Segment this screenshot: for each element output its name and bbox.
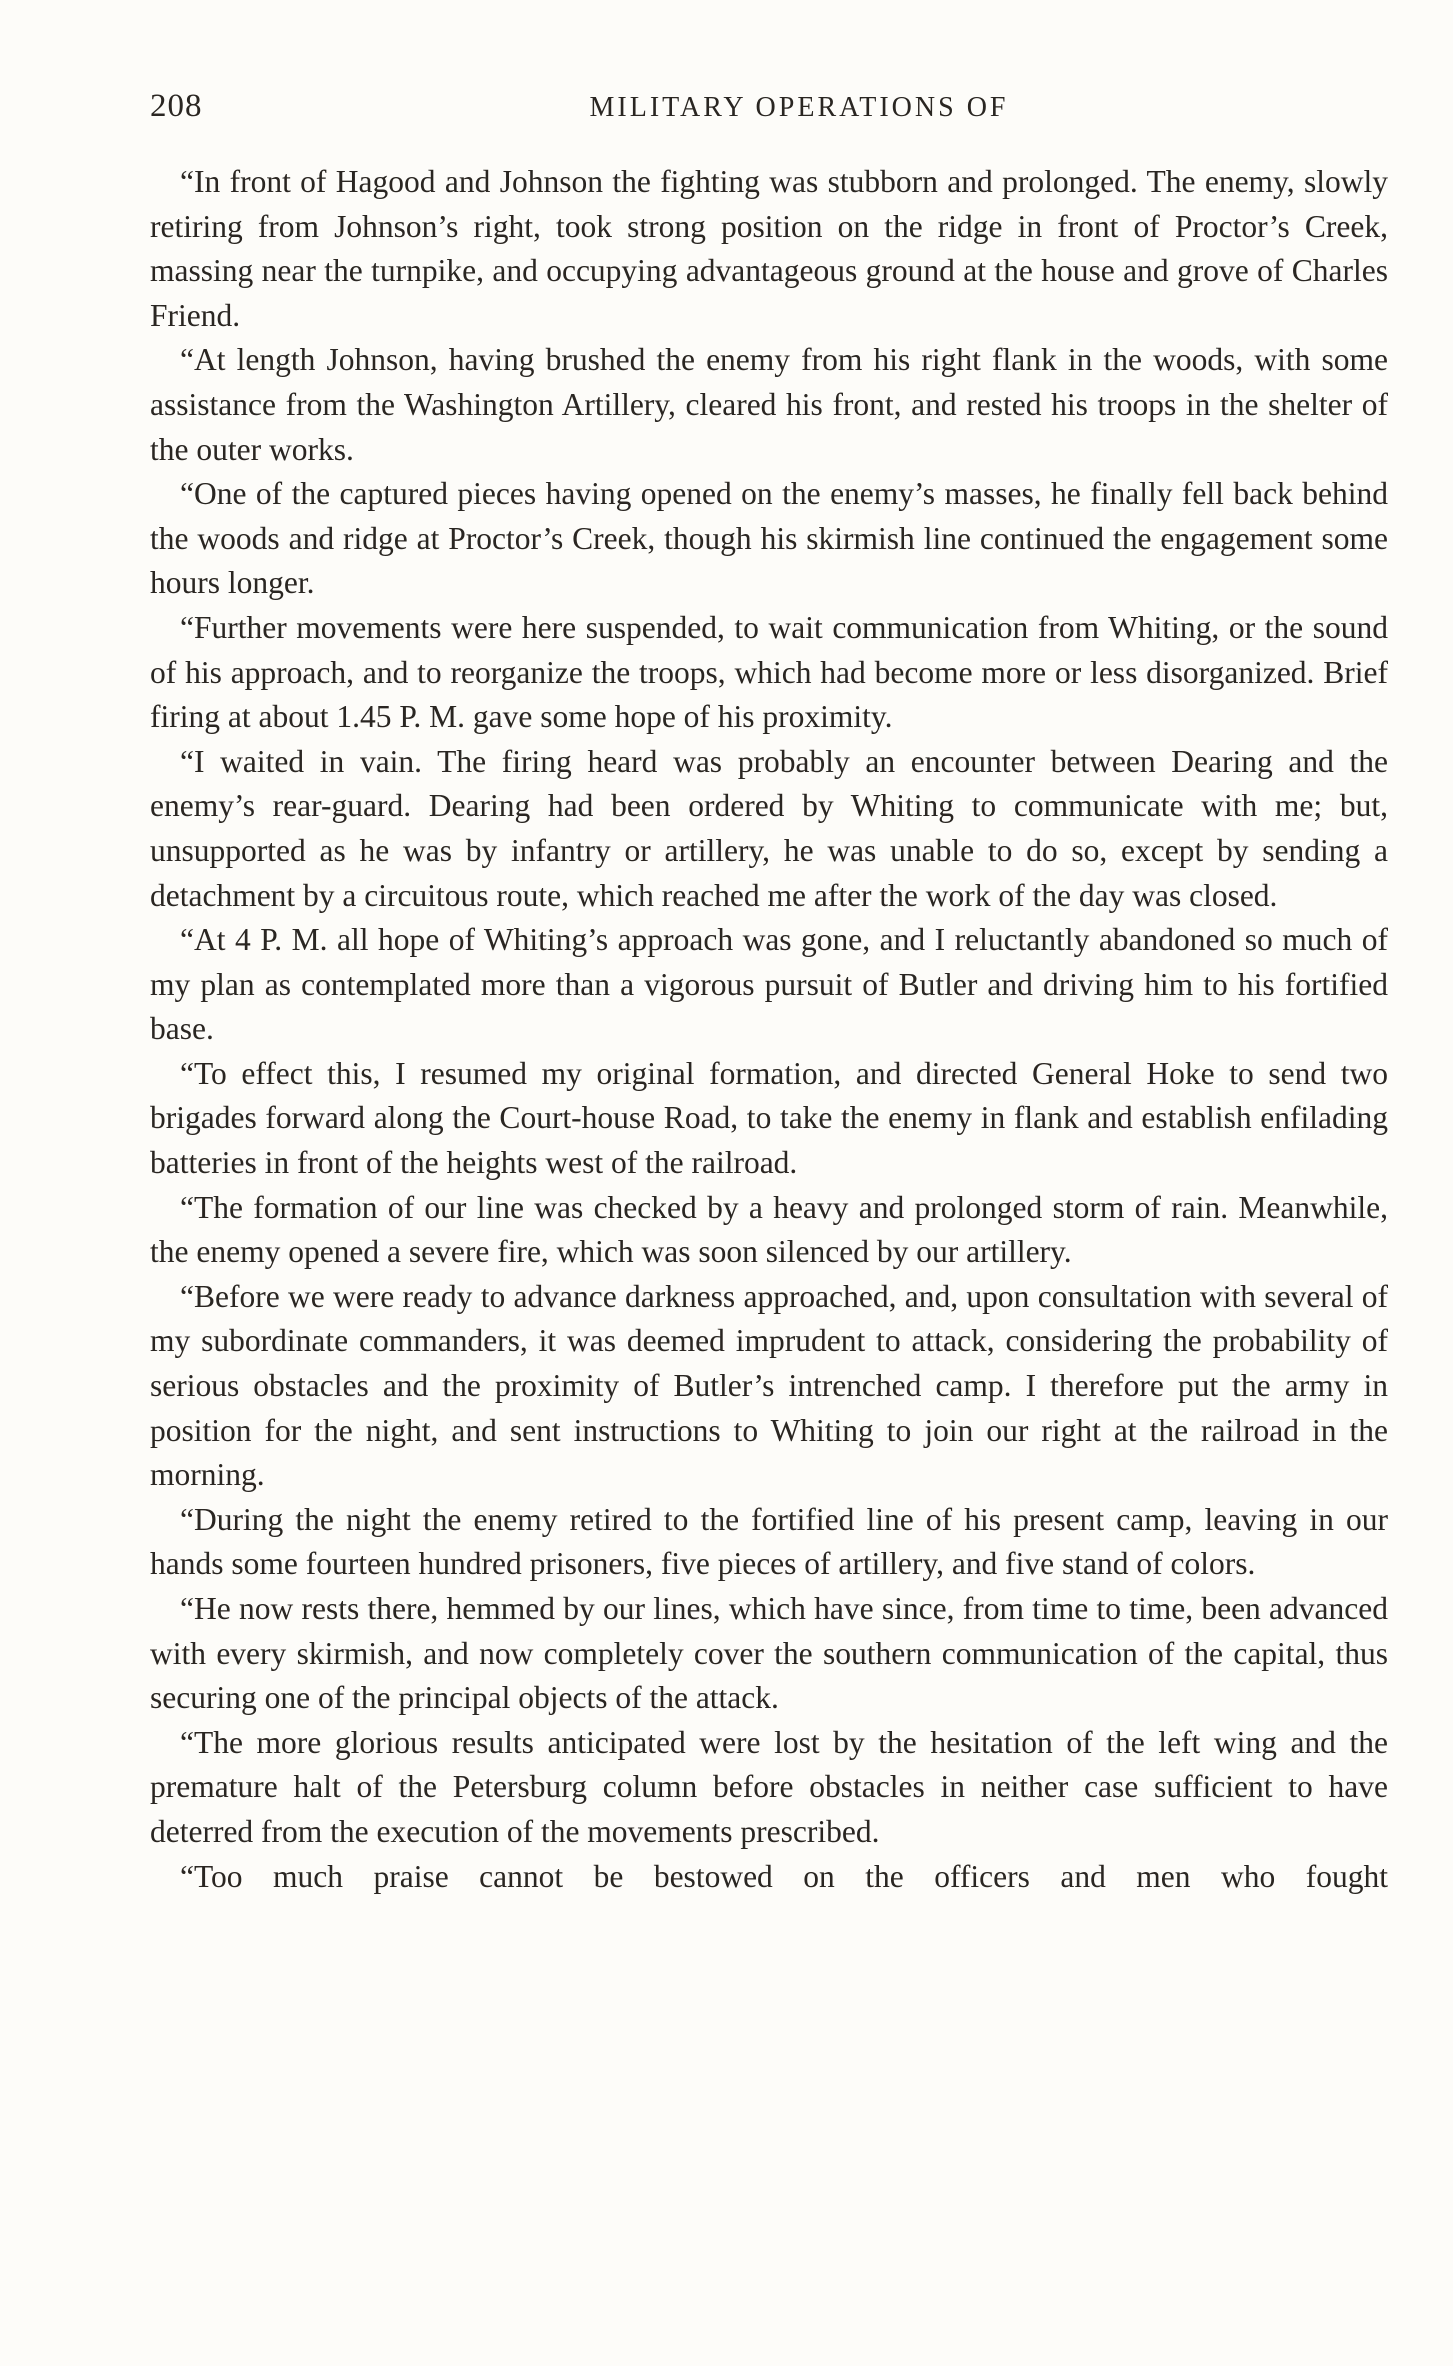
page-number: 208 [150, 88, 203, 124]
paragraph: “The formation of our line was checked by a heavy and prolonged storm of rain. Meanwhile, the enemy opened a severe fire, which was soon silenced by our artillery. [150, 1189, 1388, 1270]
paragraph: “Before we were ready to advance darkness approached, and, upon consultation with several of my subordinate commanders, it was deemed imprudent to attack, considering the probability of serious obstacles and the proximity of Butler’s intrenched camp. I therefore put the army in position for the night, and sent instructions to Whiting to join our right at the railroad in the morning. [150, 1278, 1388, 1493]
paragraph: “During the night the enemy retired to the fortified line of his present camp, leaving in our hands some fourteen hundred prisoners, five pieces of artillery, and five stand of colors. [150, 1501, 1388, 1582]
paragraph: “The more glorious results anticipated were lost by the hesitation of the left wing and the premature halt of the Petersburg column before obstacles in neither case sufficient to have deterred from the execution of the movements prescribed. [150, 1724, 1388, 1849]
paragraph: “I waited in vain. The firing heard was probably an encounter between Dearing and the enemy’s rear-guard. Dearing had been ordered by Whiting to communicate with me; but, unsupported as he was by infantry or artillery, he was unable to do so, except by sending a detachment by a circuitous route, which reached me after the work of the day was closed. [150, 743, 1388, 913]
paragraph: “He now rests there, hemmed by our lines, which have since, from time to time, been advanced with every skirmish, and now completely cover the southern communication of the capital, thus securing one of the principal objects of the attack. [150, 1591, 1388, 1716]
paragraph: “At length Johnson, having brushed the enemy from his right flank in the woods, with some assistance from the Washington Artillery, cleared his front, and rested his troops in the shelter of the outer works. [150, 342, 1388, 467]
paragraph: “To effect this, I resumed my original formation, and directed General Hoke to send two brigades forward along the Court-house Road, to take the enemy in flank and establish enfilading batteries in front of the heights west of the railroad. [150, 1055, 1388, 1181]
paragraph: “In front of Hagood and Johnson the fighting was stubborn and prolonged. The enemy, slowly retiring from Johnson’s right, took strong position on the ridge in front of Proctor’s Creek, massing near the turnpike, and occupying advantageous ground at the house and grove of Charles Friend. [150, 164, 1388, 333]
paragraph: “One of the captured pieces having opened on the enemy’s masses, he finally fell back behind the woods and ridge at Proctor’s Creek, though his skirmish line continued the engagement some hours longer. [150, 476, 1388, 601]
paragraph: “Too much praise cannot be bestowed on the officers and men who fought [180, 1858, 1388, 1894]
body-text [150, 160, 1388, 1899]
paragraph: “Further movements were here suspended, to wait communication from Whiting, or the sound of his approach, and to reorganize the troops, which had become more or less disorganized. Brief firing at about 1.45 P. M. gave some hope of his proximity. [150, 609, 1388, 735]
paragraph: “At 4 P. M. all hope of Whiting’s approach was gone, and I reluctantly abandoned so much of my plan as contemplated more than a vigorous pursuit of Butler and driving him to his fortified base. [150, 922, 1388, 1047]
page-header [150, 88, 1388, 138]
running-head: MILITARY OPERATIONS OF [589, 92, 1009, 123]
